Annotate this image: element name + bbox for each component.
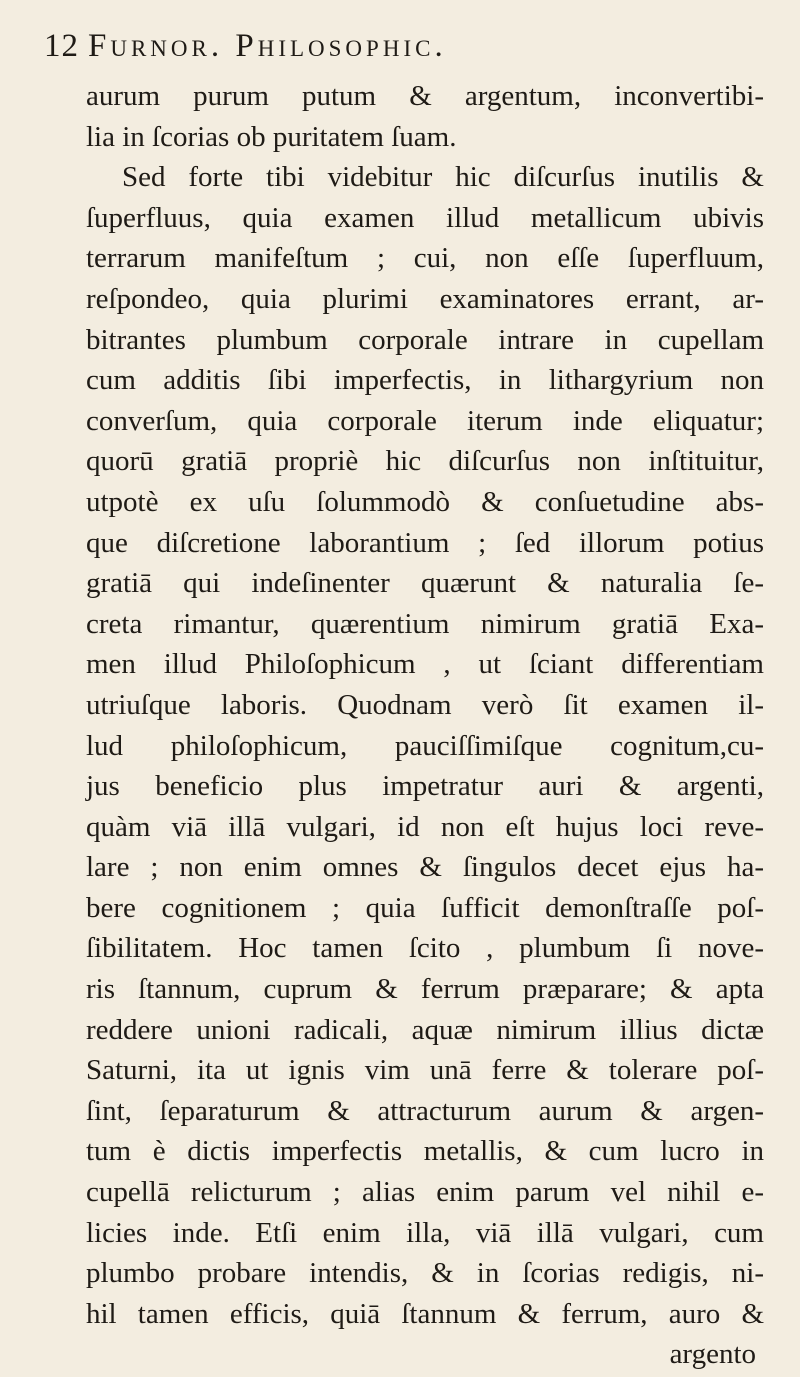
text-line: hil tamen efficis, quiā ſtannum & ferrum, auro & <box>86 1297 764 1330</box>
text-line: ſuperfluus, quia examen illud metallicum ubivis <box>86 201 764 234</box>
text-line: terrarum manifeſtum ; cui, non eſſe ſuperfluum, <box>86 242 764 275</box>
text-line: Sed forte tibi videbitur hic diſcurſus inutilis & <box>122 161 764 194</box>
text-line: quorū gratiā propriè hic diſcurſus non inſtituitur, <box>86 445 764 478</box>
text-line: bitrantes plumbum corporale intrare in cupellam <box>86 323 764 356</box>
running-head <box>86 24 764 68</box>
text-line: creta rimantur, quærentium nimirum gratiā Exa- <box>86 607 764 640</box>
text-line: utpotè ex uſu ſolummodò & conſuetudine abs- <box>86 485 764 518</box>
text-line: utriuſque laboris. Quodnam verò ſit examen il- <box>86 688 764 721</box>
text-line: reſpondeo, quia plurimi examinatores errant, ar- <box>86 282 764 315</box>
text-line: que diſcretione laborantium ; ſed illorum potius <box>86 526 764 559</box>
text-line: cupellā relicturum ; alias enim parum vel nihil e- <box>86 1176 764 1209</box>
page-number: 12 <box>44 28 79 64</box>
text-line: converſum, quia corporale iterum inde eliquatur; <box>86 404 764 437</box>
text-line: gratiā qui indeſinenter quærunt & naturalia ſe- <box>86 567 764 600</box>
text-line: lud philoſophicum, pauciſſimiſque cognitum,cu- <box>86 729 764 762</box>
catchword: argento <box>669 1338 756 1371</box>
text-line: tum è dictis imperfectis metallis, & cum lucro in <box>86 1135 764 1168</box>
text-line: aurum purum putum & argentum, inconvertibi- <box>86 80 764 112</box>
text-line: licies inde. Etſi enim illa, viā illā vulgari, cum <box>86 1216 764 1249</box>
text-line: cum additis ſibi imperfectis, in lithargyrium non <box>86 364 764 397</box>
text-line: quàm viā illā vulgari, id non eſt hujus loci reve- <box>86 810 764 843</box>
text-line: ſibilitatem. Hoc tamen ſcito , plumbum ſi nove- <box>86 932 764 965</box>
text-line: lare ; non enim omnes & ſingulos decet ejus ha- <box>86 851 764 884</box>
text-line: reddere unioni radicali, aquæ nimirum illius dictæ <box>86 1013 764 1046</box>
body-text <box>86 76 764 1375</box>
text-line: plumbo probare intendis, & in ſcorias redigis, ni- <box>86 1257 764 1290</box>
text-line: Saturni, ita ut ignis vim unā ferre & tolerare poſ- <box>86 1054 764 1087</box>
text-line: bere cognitionem ; quia ſufficit demonſtraſſe poſ- <box>86 891 764 924</box>
text-line: lia in ſcorias ob puritatem ſuam. <box>86 120 457 153</box>
text-line: jus beneficio plus impetratur auri & argenti, <box>86 770 764 803</box>
text-line: men illud Philoſophicum , ut ſciant differentiam <box>86 648 764 681</box>
running-title: Furnor. Philosophic. <box>88 28 447 64</box>
text-line: ſint, ſeparaturum & attracturum aurum & argen- <box>86 1094 764 1127</box>
text-line: ris ſtannum, cuprum & ferrum præparare; & apta <box>86 973 764 1006</box>
